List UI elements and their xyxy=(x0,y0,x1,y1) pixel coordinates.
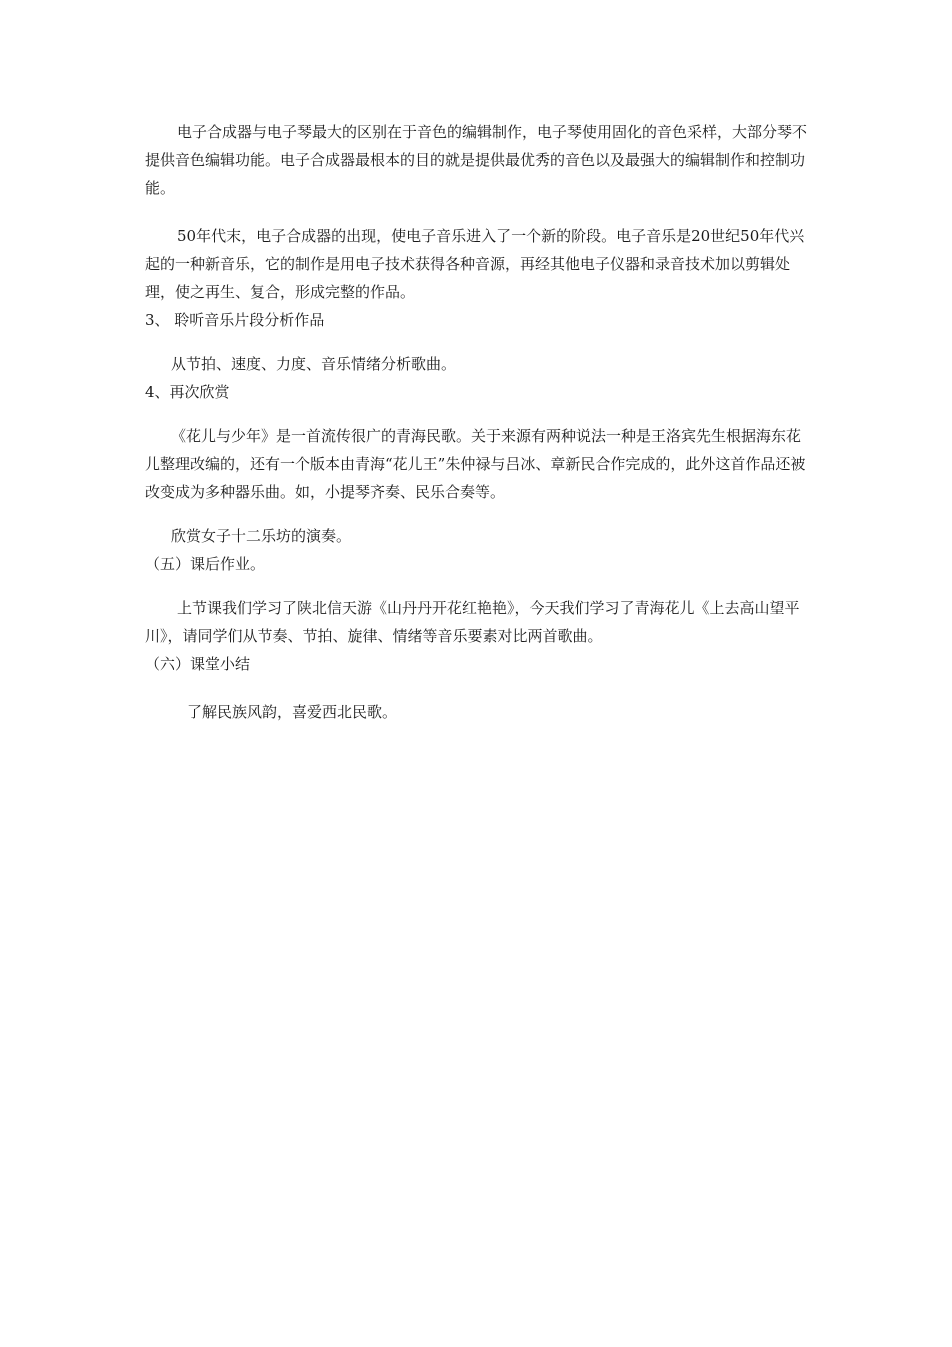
section-heading-homework: （五）课后作业。 xyxy=(145,555,266,573)
section-heading-listen-analyze: 3、 聆听音乐片段分析作品 xyxy=(145,311,325,329)
paragraph-summary-content: 了解民族风韵，喜爱西北民歌。 xyxy=(187,703,398,721)
paragraph-synthesizer-vs-keyboard: 电子合成器与电子琴最大的区别在于音色的编辑制作，电子琴使用固化的音色采样，大部分琴不提供音色编辑功能。电子合成器最根本的目的就是提供最优秀的音色以及最强大的编辑制作和控制功能。 xyxy=(145,123,808,197)
section-heading-appreciate-again: 4、再次欣赏 xyxy=(145,383,230,401)
paragraph-homework-content: 上节课我们学习了陕北信天游《山丹丹开花红艳艳》，今天我们学习了青海花儿《上去高山望平川》，请同学们从节奏、节拍、旋律、情绪等音乐要素对比两首歌曲。 xyxy=(145,599,800,645)
section-heading-summary: （六）课堂小结 xyxy=(145,655,251,673)
paragraph-flower-and-youth: 《花儿与少年》是一首流传很广的青海民歌。关于来源有两种说法一种是王洛宾先生根据海东花儿整理改编的，还有一个版本由青海“花儿王”朱仲禄与吕冰、章新民合作完成的，此外这首作品还被改变成为多种器乐曲。如，小提琴齐奏、民乐合奏等。 xyxy=(145,427,806,501)
paragraph-analysis-aspects: 从节拍、速度、力度、音乐情绪分析歌曲。 xyxy=(171,355,457,373)
paragraph-electronic-music-history: 50年代末，电子合成器的出现，使电子音乐进入了一个新的阶段。电子音乐是20世纪50年代兴起的一种新音乐，它的制作是用电子技术获得各种音源，再经其他电子仪器和录音技术加以剪辑处理，使之再生、复合，形成完整的作品。 xyxy=(145,227,805,301)
paragraph-twelve-girls-band: 欣赏女子十二乐坊的演奏。 xyxy=(171,527,352,545)
document-body xyxy=(145,118,807,726)
